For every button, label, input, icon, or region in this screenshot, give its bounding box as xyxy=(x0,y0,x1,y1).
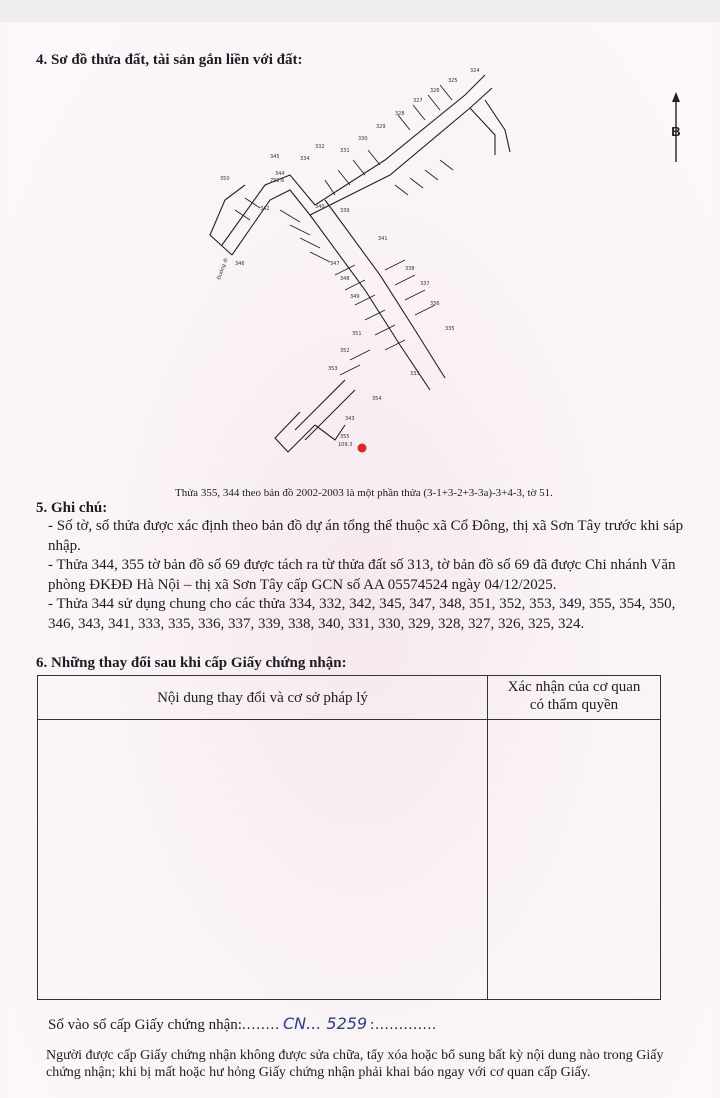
svg-text:354: 354 xyxy=(372,396,382,402)
changes-table xyxy=(37,675,661,1000)
svg-text:326: 326 xyxy=(430,88,440,94)
svg-text:336: 336 xyxy=(430,301,440,307)
svg-text:334: 334 xyxy=(300,156,310,162)
parcel-marker xyxy=(358,444,367,453)
land-parcel-map xyxy=(140,60,570,500)
top-bar xyxy=(0,0,720,22)
registry-leader: ........ xyxy=(241,1017,280,1033)
table-header-divider xyxy=(38,719,660,720)
svg-text:337: 337 xyxy=(420,281,430,287)
map-caption: Thửa 355, 344 theo bản đồ 2002-2003 là một phần thửa (3-1+3-2+3-3a)-3+4-3, tờ 51. xyxy=(175,487,553,499)
svg-text:351: 351 xyxy=(352,331,362,337)
north-arrow-icon xyxy=(664,92,688,166)
table-column-divider xyxy=(487,676,488,999)
svg-text:792.6: 792.6 xyxy=(270,178,285,184)
svg-text:339: 339 xyxy=(340,208,350,214)
header-line: Xác nhận của cơ quan xyxy=(507,679,641,695)
svg-text:329: 329 xyxy=(376,124,386,130)
svg-text:333: 333 xyxy=(410,371,420,377)
svg-text:327: 327 xyxy=(413,98,423,104)
svg-text:348: 348 xyxy=(340,276,350,282)
svg-text:324: 324 xyxy=(470,68,480,74)
note-item: - Thửa 344, 355 tờ bản đồ số 69 được tách ra từ thửa đất số 313, tờ bản đồ số 69 đã được Chi nhánh Văn phòng ĐKĐĐ Hà Nội – thị xã Sơn Tây cấp GCN số AA 05574524 ngày 04/12/2025. xyxy=(48,557,676,593)
svg-text:331: 331 xyxy=(340,148,350,154)
svg-text:344: 344 xyxy=(275,171,285,177)
registry-trailer: :............. xyxy=(370,1017,438,1033)
svg-text:355: 355 xyxy=(340,434,350,440)
note-item: - Thửa 344 sử dụng chung cho các thửa 334, 332, 342, 345, 347, 348, 351, 352, 353, 349, 355, 354, 350, 346, 343, 341, 333, 335, 336, 337, 339, 338, 340, 331, 330, 329, 328, 327, 326, 325, 324. xyxy=(48,596,676,632)
svg-text:338: 338 xyxy=(405,266,415,272)
svg-text:350: 350 xyxy=(220,176,230,182)
svg-text:330: 330 xyxy=(358,136,368,142)
svg-text:342: 342 xyxy=(260,206,270,212)
svg-text:346: 346 xyxy=(235,261,245,267)
svg-text:347: 347 xyxy=(330,261,340,267)
header-line: có thẩm quyền xyxy=(529,697,619,713)
svg-text:353: 353 xyxy=(328,366,338,372)
svg-text:325: 325 xyxy=(448,78,458,84)
section-4-heading: 4. Sơ đồ thửa đất, tài sản gắn liền với đất: xyxy=(36,52,303,68)
section-5-heading: 5. Ghi chú: xyxy=(36,500,108,516)
svg-text:340: 340 xyxy=(315,204,325,210)
svg-text:335: 335 xyxy=(445,326,455,332)
road-label: Đường đi xyxy=(216,257,230,281)
svg-text:109.3: 109.3 xyxy=(338,442,353,448)
registry-label: Số vào sổ cấp Giấy chứng nhận: xyxy=(48,1017,242,1033)
svg-text:328: 328 xyxy=(395,111,405,117)
north-label: B xyxy=(671,124,681,139)
registry-line xyxy=(48,1014,437,1034)
svg-text:341: 341 xyxy=(378,236,388,242)
section-6-heading: 6. Những thay đổi sau khi cấp Giấy chứng nhận: xyxy=(36,655,347,671)
svg-text:349: 349 xyxy=(350,294,360,300)
svg-text:352: 352 xyxy=(340,348,350,354)
svg-text:343: 343 xyxy=(345,416,355,422)
footer-warning: Người được cấp Giấy chứng nhận không được sửa chữa, tẩy xóa hoặc bổ sung bất kỳ nội dung nào trong Giấy chứng nhận; khi bị mất hoặc hư hỏng Giấy chứng nhận phải khai báo ngay với cơ quan cấp Giấy. xyxy=(46,1048,664,1080)
table-header-confirmation xyxy=(488,678,660,714)
svg-text:332: 332 xyxy=(315,144,325,150)
table-header-content: Nội dung thay đổi và cơ sở pháp lý xyxy=(157,690,368,706)
notes-list xyxy=(48,517,688,634)
svg-text:345: 345 xyxy=(270,154,280,160)
registry-number: CN... 5259 xyxy=(282,1014,368,1033)
note-item: - Số tờ, số thửa được xác định theo bản đồ dự án tổng thể thuộc xã Cổ Đông, thị xã Sơn Tây trước khi sáp nhập. xyxy=(48,518,684,554)
